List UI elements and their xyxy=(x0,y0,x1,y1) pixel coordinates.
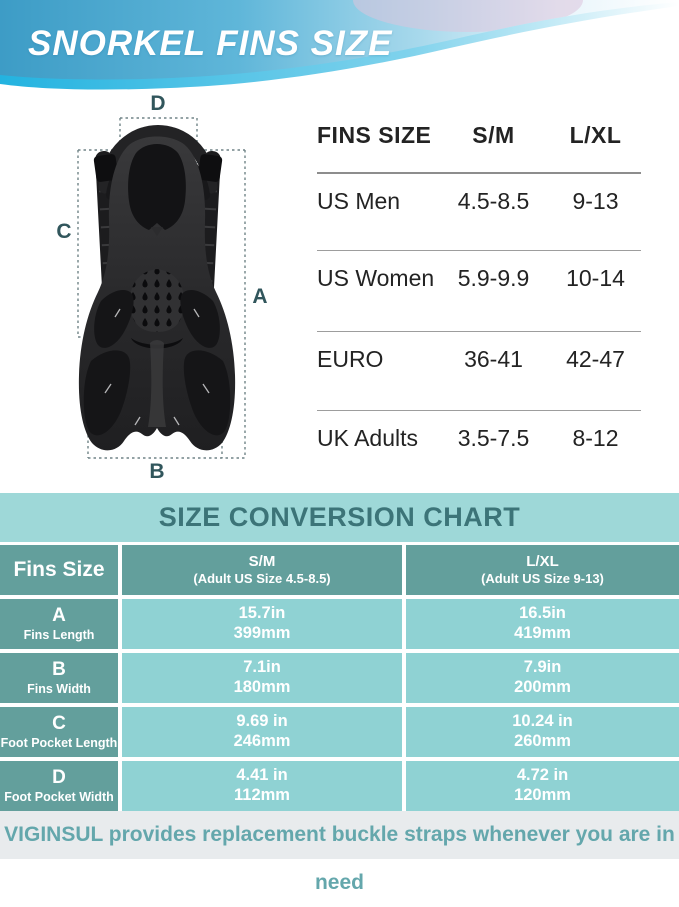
page-title: SNORKEL FINS SIZE xyxy=(28,24,393,63)
conv-row-label-a xyxy=(0,599,118,649)
conv-value-b-lxl xyxy=(406,653,679,703)
dimension-label-b: B xyxy=(149,460,165,483)
table-row xyxy=(317,331,641,410)
grip-dots-texture xyxy=(130,269,184,332)
size-table-header-sm: S/M xyxy=(472,122,515,148)
conv-header-lxl xyxy=(406,545,679,595)
row-letter: D xyxy=(52,767,66,789)
row-lxl-value: 42-47 xyxy=(566,346,625,372)
value-mm: 260mm xyxy=(514,732,571,750)
conv-row-label-b xyxy=(0,653,118,703)
conv-header-lxl-range: (Adult US Size 9-13) xyxy=(481,571,604,587)
row-name: Fins Length xyxy=(23,627,95,642)
footer-note: VIGINSUL provides replacement buckle straps whenever you are in need xyxy=(0,811,679,859)
row-sm-value: 3.5-7.5 xyxy=(457,425,530,451)
row-label: US Men xyxy=(317,188,401,214)
conv-value-c-lxl xyxy=(406,707,679,757)
value-mm: 419mm xyxy=(514,624,571,642)
table-row xyxy=(317,410,641,470)
value-mm: 399mm xyxy=(233,624,291,642)
conv-header-sm-size: S/M xyxy=(248,553,276,571)
value-inches: 7.1in xyxy=(243,658,281,677)
conv-value-d-sm xyxy=(122,761,402,811)
row-letter: B xyxy=(52,659,66,681)
fins-size-table xyxy=(317,122,641,470)
row-name: Foot Pocket Width xyxy=(4,789,114,804)
fin-dimension-diagram xyxy=(55,92,305,495)
value-inches: 9.69 in xyxy=(236,712,288,731)
table-row xyxy=(317,250,641,331)
row-sm-value: 4.5-8.5 xyxy=(457,188,530,214)
conv-header-sm xyxy=(122,545,402,595)
conv-row-label-c xyxy=(0,707,118,757)
value-inches: 16.5in xyxy=(519,604,566,623)
size-table-header xyxy=(317,122,641,172)
row-lxl-value: 8-12 xyxy=(572,425,619,451)
conv-header-lxl-size: L/XL xyxy=(526,553,559,571)
row-letter: C xyxy=(52,713,66,735)
conv-value-d-lxl xyxy=(406,761,679,811)
row-label: EURO xyxy=(317,346,384,372)
header-banner xyxy=(0,0,679,100)
size-table-header-lxl: L/XL xyxy=(569,122,622,148)
dimension-label-c: C xyxy=(56,220,72,243)
row-lxl-value: 9-13 xyxy=(572,188,619,214)
row-label: US Women xyxy=(317,265,435,291)
value-inches: 4.41 in xyxy=(236,766,288,785)
row-name: Foot Pocket Length xyxy=(0,735,118,750)
value-inches: 10.24 in xyxy=(512,712,573,731)
size-table-header-fins-size: FINS SIZE xyxy=(317,122,432,148)
dimension-label-d: D xyxy=(150,92,166,115)
conv-value-a-lxl xyxy=(406,599,679,649)
conv-header-fins-size: Fins Size xyxy=(0,545,118,595)
value-inches: 4.72 in xyxy=(516,766,569,785)
conversion-chart-table xyxy=(0,545,679,811)
dimension-label-a: A xyxy=(252,285,268,308)
value-mm: 112mm xyxy=(234,786,290,804)
conv-value-a-sm xyxy=(122,599,402,649)
row-sm-value: 5.9-9.9 xyxy=(457,265,530,291)
size-conversion-section xyxy=(0,493,679,811)
row-sm-value: 36-41 xyxy=(464,346,523,372)
table-row xyxy=(317,172,641,250)
conv-value-c-sm xyxy=(122,707,402,757)
value-mm: 180mm xyxy=(233,678,291,696)
value-inches: 15.7in xyxy=(238,604,286,623)
conversion-chart-title: SIZE CONVERSION CHART xyxy=(0,493,679,542)
value-inches: 7.9in xyxy=(523,658,562,677)
value-mm: 246mm xyxy=(233,732,291,750)
row-lxl-value: 10-14 xyxy=(566,265,625,291)
conv-row-label-d xyxy=(0,761,118,811)
row-letter: A xyxy=(52,605,66,627)
conv-header-sm-range: (Adult US Size 4.5-8.5) xyxy=(193,571,331,587)
row-label: UK Adults xyxy=(317,425,418,451)
row-name: Fins Width xyxy=(27,681,91,696)
value-mm: 120mm xyxy=(514,786,571,804)
conv-value-b-sm xyxy=(122,653,402,703)
foot-pocket-opening xyxy=(128,144,186,230)
value-mm: 200mm xyxy=(514,678,571,696)
